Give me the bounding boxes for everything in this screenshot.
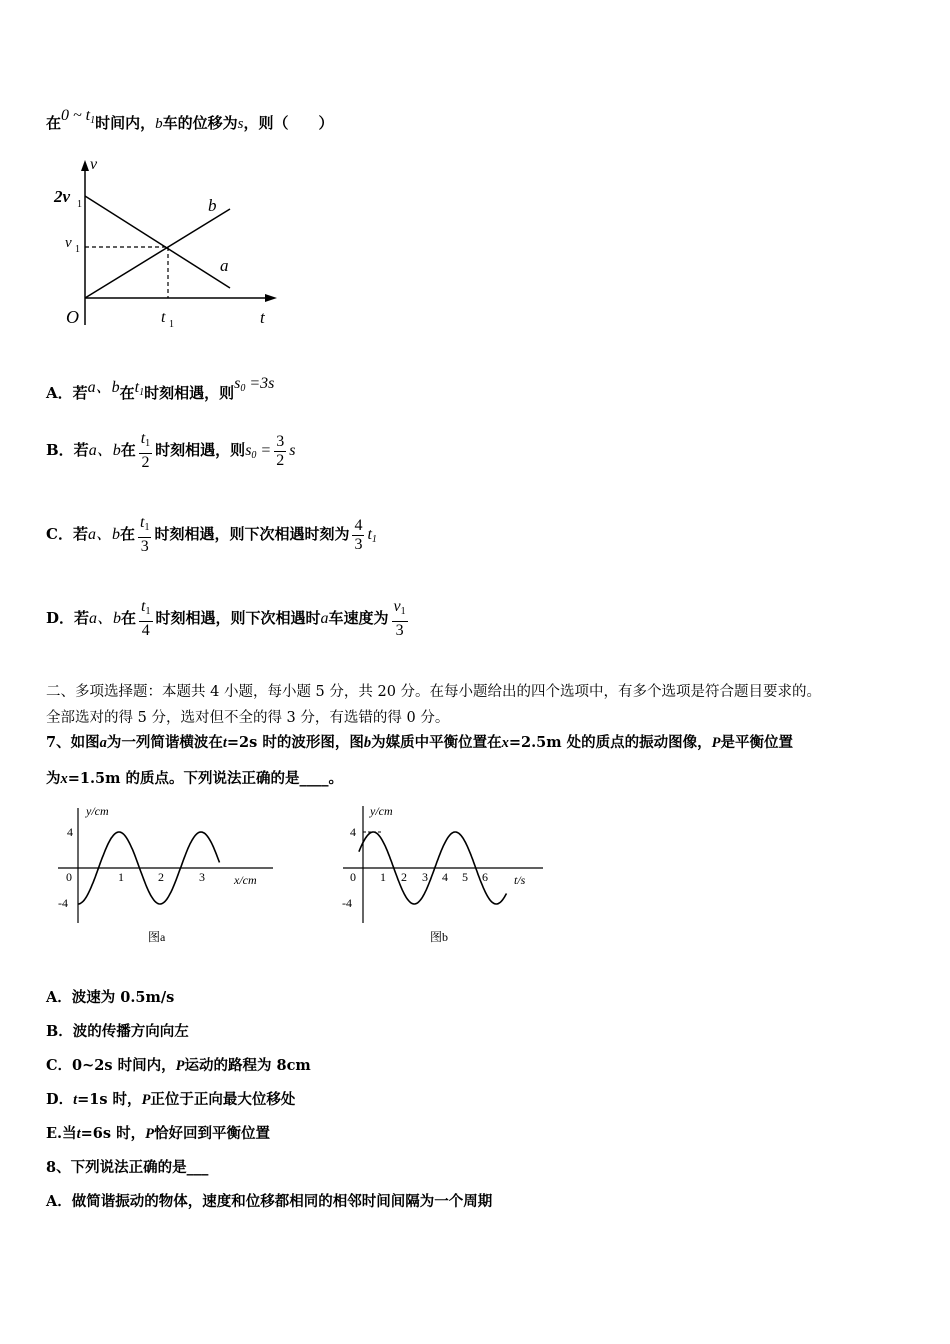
svg-text:4: 4: [442, 870, 448, 884]
svg-text:3: 3: [422, 870, 428, 884]
tick-2v1: 2v: [54, 187, 71, 206]
tick-t1: t: [161, 309, 166, 326]
q7-option-c[interactable]: C．0~2s 时间内，P运动的路程为 8cm: [46, 1057, 311, 1074]
svg-text:-4: -4: [342, 896, 352, 910]
q7-stem-line2: 为x=1.5m 的质点。下列说法正确的是____。: [46, 770, 344, 787]
q7-option-d[interactable]: D．t=1s 时，P正位于正向最大位移处: [46, 1091, 296, 1108]
svg-text:4: 4: [67, 825, 73, 839]
graph-a-ylabel: y/cm: [86, 804, 109, 818]
q7-option-e[interactable]: E.当t=6s 时，P恰好回到平衡位置: [46, 1125, 270, 1142]
section-note: 全部选对的得 5 分，选对但不全的得 3 分，有选错的得 0 分。: [46, 710, 450, 726]
line-b: [85, 209, 230, 298]
v-axis-label: v: [90, 156, 98, 173]
tick-v1: v: [65, 235, 72, 251]
svg-text:-4: -4: [58, 896, 68, 910]
label-a: a: [220, 256, 229, 275]
q8-stem: 8、下列说法正确的是___: [46, 1159, 209, 1176]
label-b: b: [208, 196, 217, 215]
q7-stem-line1: 7、如图a为一列简谐横波在t=2s 时的波形图，图b为媒质中平衡位置在x=2.5m 处的质点的振动图像，P是平衡位置: [46, 734, 793, 751]
q7-option-a[interactable]: A．波速为 0.5m/s: [46, 989, 175, 1006]
graph-b-xlabel: t/s: [514, 873, 526, 887]
t-axis-label: t: [260, 308, 265, 327]
q6-option-a[interactable]: A．若a、b在$t_1$时刻相遇，则$s_0 =3s$: [46, 375, 275, 402]
q6-option-d[interactable]: D．若a、b在 $\frac{t_1}{4}$ 时刻相遇，则下次相遇时a车速度为 $\frac{v_1}{3}$: [46, 598, 406, 639]
svg-text:2: 2: [158, 870, 164, 884]
origin-label: O: [66, 307, 79, 327]
graph-b-caption: 图b: [430, 930, 449, 944]
svg-text:1: 1: [77, 199, 82, 210]
svg-text:1: 1: [380, 870, 386, 884]
q8-option-a[interactable]: A．做简谐振动的物体，速度和位移都相同的相邻时间间隔为一个周期: [46, 1193, 493, 1210]
wave-graph-a: [48, 798, 278, 948]
svg-text:0: 0: [66, 870, 72, 884]
section-heading: 二、多项选择题：本题共 4 小题，每小题 5 分，共 20 分。在每小题给出的四个选项中，有多个选项是符合题目要求的。: [46, 684, 822, 700]
svg-text:0: 0: [350, 870, 356, 884]
graph-a-caption: 图a: [148, 930, 166, 944]
graph-a-xlabel: x/cm: [234, 873, 257, 887]
q6-option-b[interactable]: B．若a、b在 $\frac{t_1}{2}$ 时刻相遇，则$s_0$ = $\frac{3}{2}$ s: [46, 430, 296, 471]
svg-text:1: 1: [169, 319, 174, 330]
svg-text:5: 5: [462, 870, 468, 884]
question-intro: 在0 ~ $t_1$时间内，b车的位移为s，则（ ）: [46, 107, 334, 132]
svg-text:4: 4: [350, 825, 356, 839]
svg-text:1: 1: [118, 870, 124, 884]
graph-b-ylabel: y/cm: [370, 804, 393, 818]
velocity-time-graph: [50, 155, 290, 335]
svg-text:2: 2: [401, 870, 407, 884]
q6-option-c[interactable]: C．若a、b在 $\frac{t_1}{3}$ 时刻相遇，则下次相遇时刻为 $\frac{4}{3}$ $t_1$: [46, 514, 377, 555]
svg-text:6: 6: [482, 870, 488, 884]
svg-text:1: 1: [75, 244, 80, 255]
vibration-graph-b: [338, 798, 548, 948]
svg-text:3: 3: [199, 870, 205, 884]
q7-option-b[interactable]: B．波的传播方向向左: [46, 1023, 189, 1040]
